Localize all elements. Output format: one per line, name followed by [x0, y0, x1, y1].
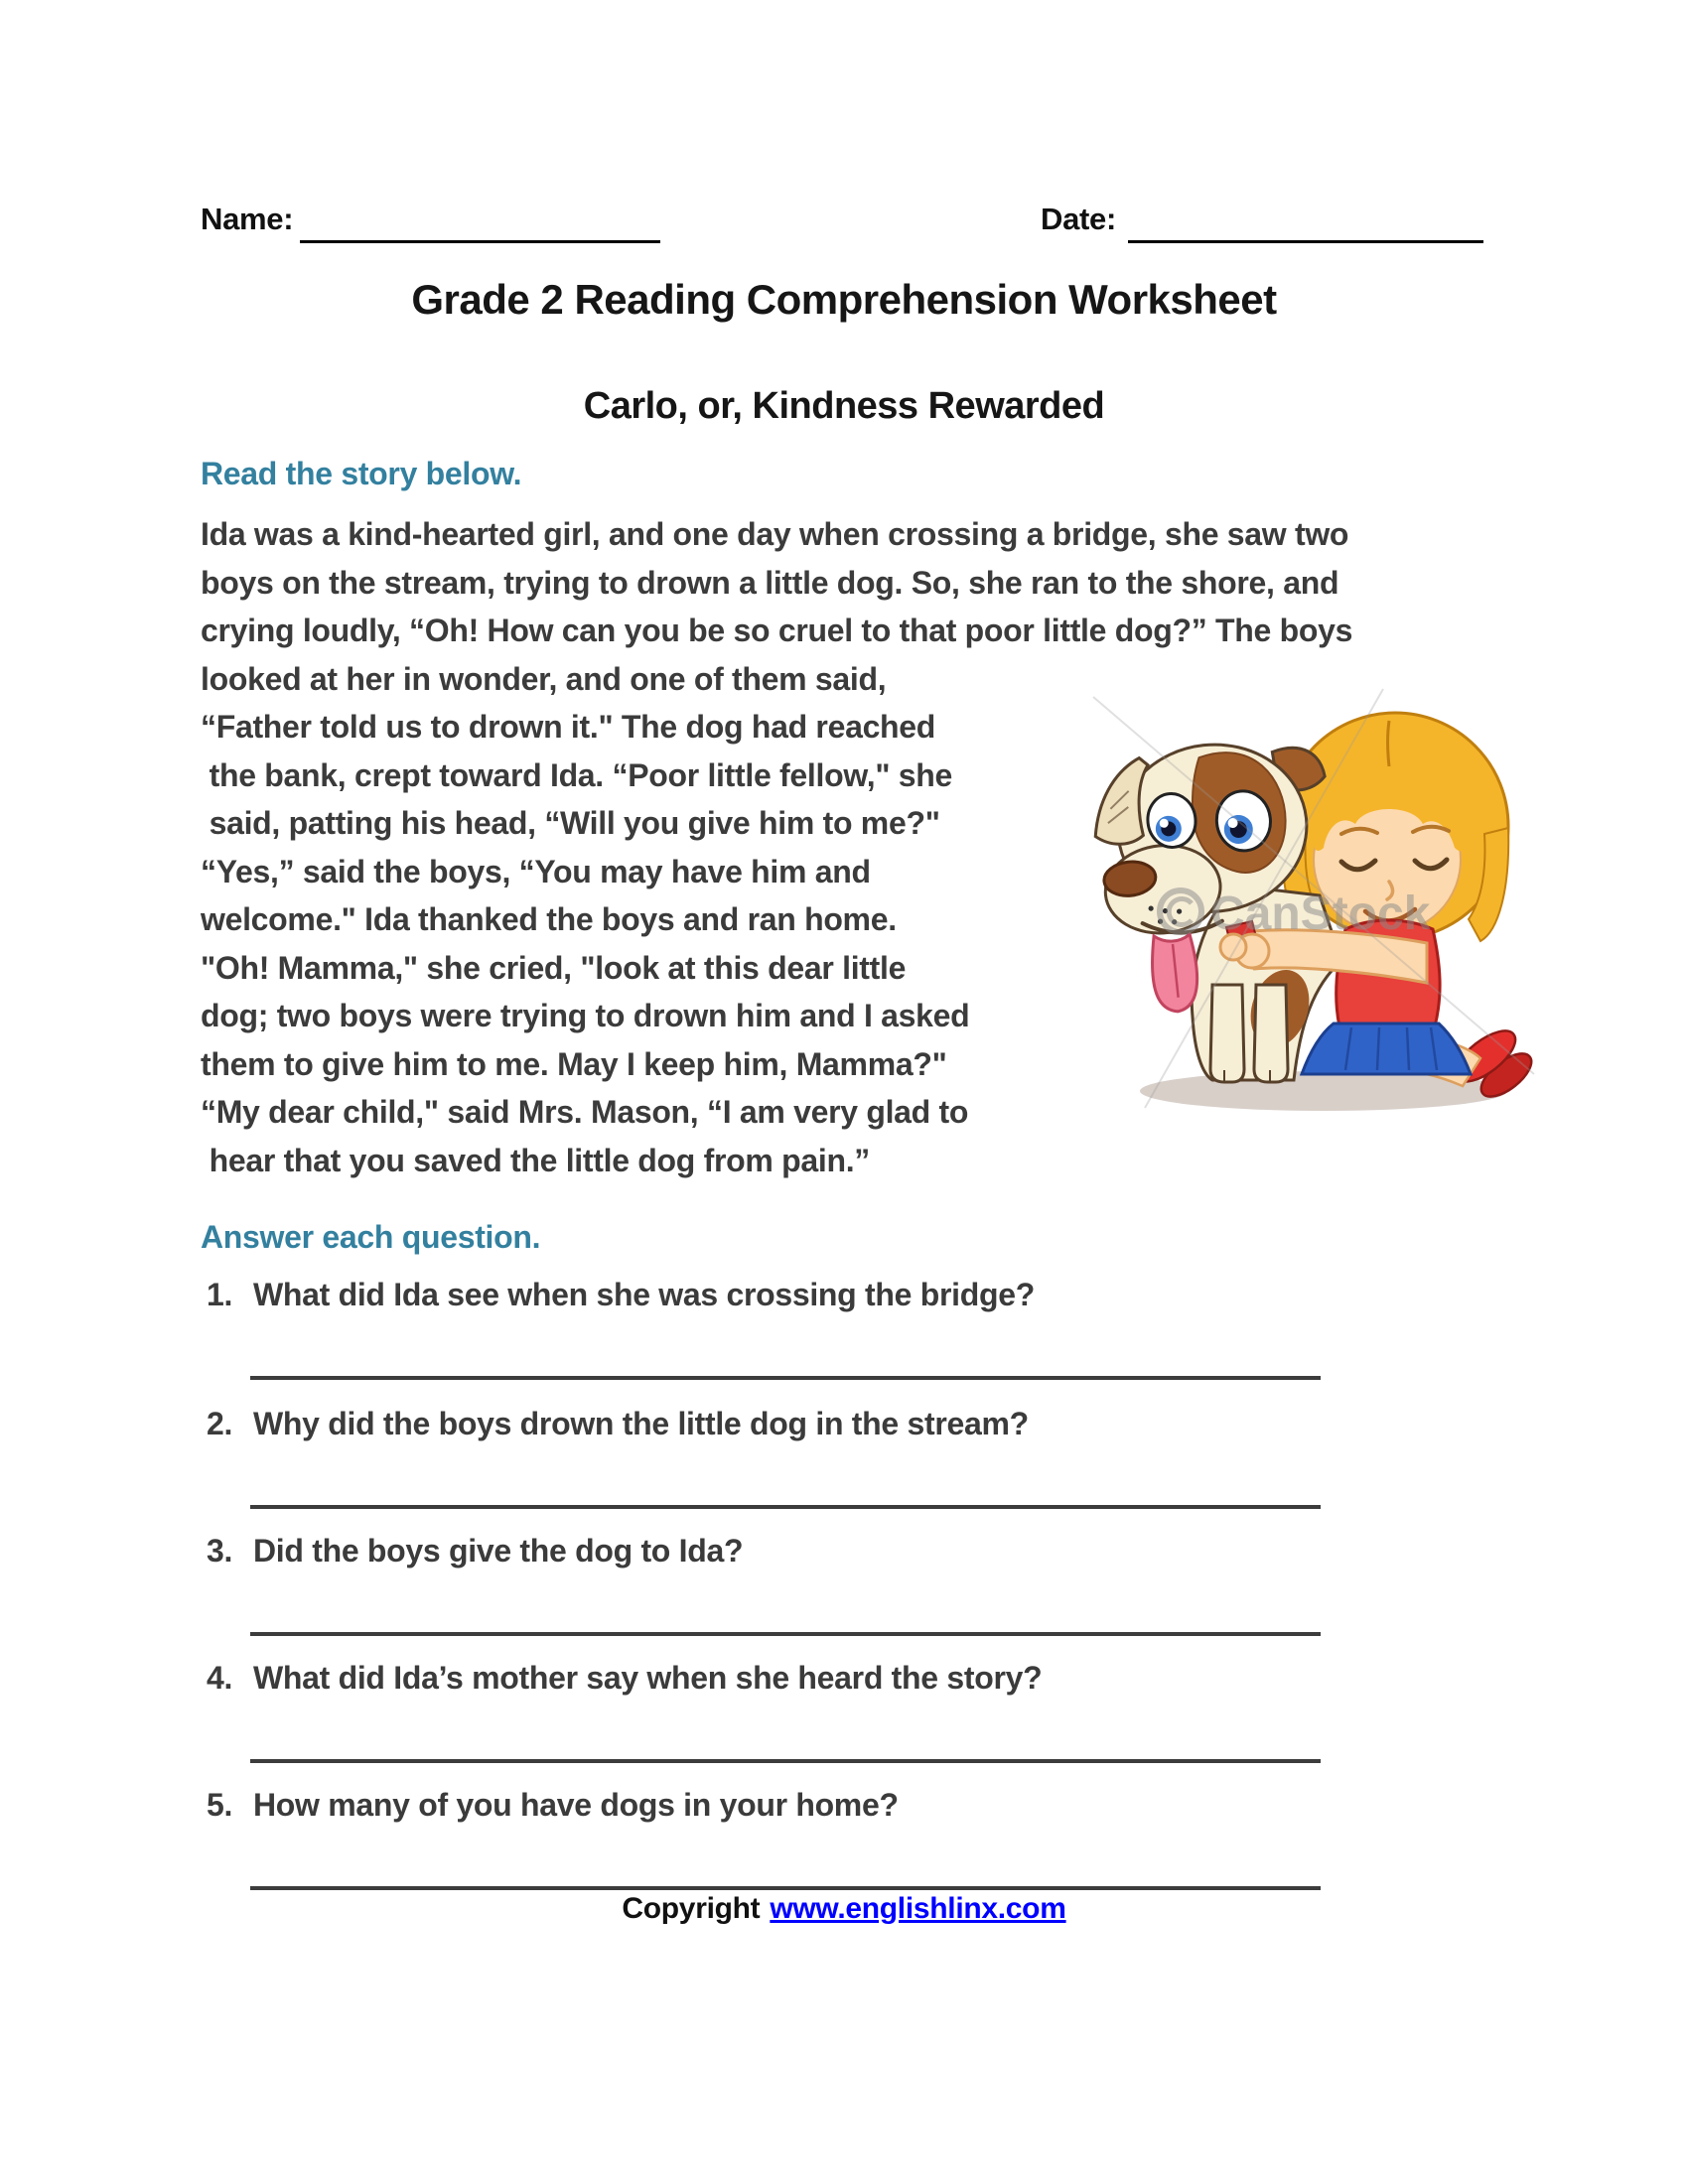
answer-blank-line-5 — [250, 1856, 1321, 1890]
story-line: said, patting his head, “Will you give him to me?" — [201, 805, 940, 841]
story-line: looked at her in wonder, and one of them said, — [201, 660, 887, 697]
question-4 — [207, 1660, 1398, 1697]
story-line: the bank, crept toward Ida. “Poor little fellow," she — [201, 756, 953, 793]
story-line: Ida was a kind-hearted girl, and one day when crossing a bridge, she saw two — [201, 516, 1349, 552]
question-number: 1. — [207, 1277, 233, 1312]
name-label: Name: — [201, 202, 294, 236]
question-1 — [207, 1277, 1398, 1313]
answer-blank-line-3 — [250, 1602, 1321, 1636]
story-line: “My dear child," said Mrs. Mason, “I am very glad to — [201, 1094, 969, 1130]
copyright-label: Copyright — [622, 1892, 761, 1925]
question-text: Did the boys give the dog to Ida? — [253, 1533, 744, 1569]
girl-hugging-dog-illustration — [1085, 679, 1542, 1126]
dog-front-leg-right — [1254, 985, 1288, 1082]
story-line: them to give him to me. May I keep him, Mamma?" — [201, 1045, 947, 1082]
answer-blank-line-2 — [250, 1475, 1321, 1509]
story-line: hear that you saved the little dog from pain.” — [201, 1142, 870, 1178]
story-title: Carlo, or, Kindness Rewarded — [583, 385, 1105, 427]
date-blank-line — [1128, 205, 1483, 243]
girl-blue-skirt — [1302, 1024, 1471, 1074]
story-line: “Father told us to drown it." The dog had reached — [201, 709, 936, 745]
copyright-row — [0, 1892, 1688, 1926]
story-line: dog; two boys were trying to drown him and I asked — [201, 998, 970, 1033]
question-text: What did Ida’s mother say when she heard the story? — [253, 1660, 1043, 1696]
question-3 — [207, 1533, 1398, 1570]
answer-questions-heading: Answer each question. — [201, 1219, 541, 1255]
answer-blank-line-1 — [250, 1346, 1321, 1380]
story-line: welcome." Ida thanked the boys and ran home. — [201, 901, 897, 937]
story-line: “Yes,” said the boys, “You may have him and — [201, 853, 871, 889]
read-story-heading: Read the story below. — [201, 456, 522, 491]
question-text: What did Ida see when she was crossing the bridge? — [253, 1277, 1035, 1312]
page-title: Grade 2 Reading Comprehension Worksheet — [411, 276, 1277, 323]
question-number: 2. — [207, 1406, 233, 1441]
watermark-text: CanStock — [1210, 887, 1431, 940]
question-text: Why did the boys drown the little dog in the stream? — [253, 1406, 1029, 1441]
englishlinx-link[interactable]: www.englishlinx.com — [770, 1892, 1066, 1925]
hair-part-line — [1388, 721, 1390, 766]
question-number: 3. — [207, 1533, 233, 1569]
dog-front-leg-left — [1210, 985, 1244, 1082]
question-text: How many of you have dogs in your home? — [253, 1787, 899, 1823]
question-5 — [207, 1787, 1398, 1824]
name-blank-line — [300, 205, 660, 243]
story-line: boys on the stream, trying to drown a little dog. So, she ran to the shore, and — [201, 564, 1339, 601]
date-label: Date: — [1041, 202, 1117, 236]
question-number: 4. — [207, 1660, 233, 1696]
story-line: "Oh! Mamma," she cried, "look at this dear little — [201, 949, 907, 986]
answer-blank-line-4 — [250, 1729, 1321, 1763]
story-line: crying loudly, “Oh! How can you be so cruel to that poor little dog?” The boys — [201, 613, 1353, 648]
question-number: 5. — [207, 1787, 233, 1823]
question-2 — [207, 1406, 1398, 1442]
